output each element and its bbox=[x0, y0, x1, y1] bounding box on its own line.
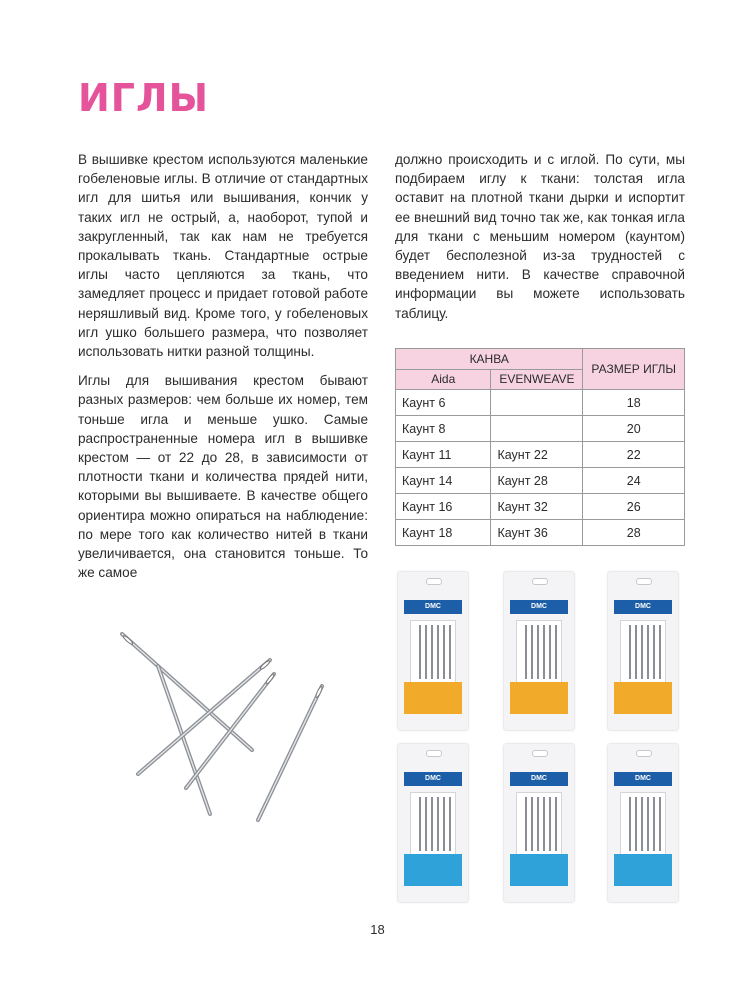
cell-needle-size: 28 bbox=[583, 520, 685, 546]
brand-logo: DMC bbox=[531, 603, 547, 610]
cell-aida: Каунт 14 bbox=[396, 468, 491, 494]
tapestry-needles-image bbox=[110, 620, 340, 830]
header-needle-size: РАЗМЕР ИГЛЫ bbox=[583, 349, 685, 390]
table-row bbox=[396, 416, 685, 442]
paragraph: Иглы для вышивания крестом бывают разных размеров: чем больше их номер, тем тоньше игла и меньше ушко. Самые распространенные номера игл в вышивке крестом — от 22 до 28, в зависимости от плотности ткани и количества прядей нити, которыми вы вышиваете. В качестве общего ориентира можно опираться на наблюдение: по мере того как количество нитей в ткани увеличивается, она становится тоньше. То же самое bbox=[78, 373, 368, 581]
needle-packs-image bbox=[398, 572, 688, 912]
brand-logo: DMC bbox=[635, 603, 651, 610]
needle-window bbox=[516, 792, 562, 856]
hang-hole bbox=[636, 750, 652, 757]
table-row bbox=[396, 390, 685, 416]
header-aida: Aida bbox=[396, 369, 491, 390]
needle-window bbox=[516, 620, 562, 684]
right-text-column bbox=[395, 150, 685, 333]
cell-needle-size: 18 bbox=[583, 390, 685, 416]
paragraph: должно происходить и с иглой. По сути, мы подбираем иглу к ткани: толстая игла оставит на плотной ткани дырки и испортит ее внешний вид точно так же, как тонкая игла для ткани с меньшим номером (каунтом) будет бесполезной из-за трудностей с введением нити. В качестве справочной информации вы можете использовать таблицу. bbox=[395, 152, 685, 321]
pack-label-band bbox=[614, 682, 672, 714]
needle-pack bbox=[504, 744, 574, 902]
brand-logo: DMC bbox=[425, 603, 441, 610]
pack-label-band bbox=[404, 854, 462, 886]
table-row bbox=[396, 520, 685, 546]
cell-evenweave bbox=[491, 390, 583, 416]
needle-pack bbox=[504, 572, 574, 730]
brand-logo: DMC bbox=[425, 775, 441, 782]
header-canvas: КАНВА bbox=[396, 349, 583, 370]
cell-needle-size: 20 bbox=[583, 416, 685, 442]
hang-hole bbox=[426, 578, 442, 585]
brand-logo: DMC bbox=[635, 775, 651, 782]
needle-size-table bbox=[395, 348, 685, 546]
cell-needle-size: 24 bbox=[583, 468, 685, 494]
cell-aida: Каунт 18 bbox=[396, 520, 491, 546]
cell-needle-size: 22 bbox=[583, 442, 685, 468]
needle-pack bbox=[398, 744, 468, 902]
hang-hole bbox=[532, 578, 548, 585]
table-body bbox=[396, 390, 685, 546]
page-number: 18 bbox=[370, 922, 385, 937]
cell-aida: Каунт 8 bbox=[396, 416, 491, 442]
needle-pack bbox=[608, 744, 678, 902]
pack-label-band bbox=[510, 854, 568, 886]
cell-evenweave bbox=[491, 416, 583, 442]
header-evenweave: EVENWEAVE bbox=[491, 369, 583, 390]
cell-evenweave: Каунт 36 bbox=[491, 520, 583, 546]
cell-aida: Каунт 11 bbox=[396, 442, 491, 468]
pack-label-band bbox=[404, 682, 462, 714]
cell-evenweave: Каунт 32 bbox=[491, 494, 583, 520]
hang-hole bbox=[636, 578, 652, 585]
hang-hole bbox=[532, 750, 548, 757]
needle bbox=[186, 673, 275, 788]
cell-aida: Каунт 16 bbox=[396, 494, 491, 520]
brand-logo: DMC bbox=[531, 775, 547, 782]
needle-pack bbox=[608, 572, 678, 730]
needle-window bbox=[410, 620, 456, 684]
hang-hole bbox=[426, 750, 442, 757]
cell-aida: Каунт 6 bbox=[396, 390, 491, 416]
left-text-column bbox=[78, 150, 368, 592]
cell-evenweave: Каунт 28 bbox=[491, 468, 583, 494]
page-title: ИГЛЫ bbox=[78, 76, 209, 120]
cell-evenweave: Каунт 22 bbox=[491, 442, 583, 468]
needle-window bbox=[410, 792, 456, 856]
paragraph: В вышивке крестом используются маленькие гобеленовые иглы. В отличие от стандартных игл для шитья или вышивания, кончик у таких игл не острый, а, наоборот, тупой и закругленный, так как нам не требуется прокалывать ткань. Стандартные острые иглы часто цепляются за ткань, что замедляет процесс и придает готовой работе неряшливый вид. Кроме того, у гобеленовых игл ушко большего размера, что позволяет использовать нитки разной толщины. bbox=[78, 152, 368, 360]
needle-pack bbox=[398, 572, 468, 730]
needle-window bbox=[620, 620, 666, 684]
table-row bbox=[396, 468, 685, 494]
needle bbox=[138, 660, 271, 774]
pack-label-band bbox=[510, 682, 568, 714]
needle-window bbox=[620, 792, 666, 856]
cell-needle-size: 26 bbox=[583, 494, 685, 520]
needle bbox=[258, 686, 323, 820]
pack-label-band bbox=[614, 854, 672, 886]
table-row bbox=[396, 442, 685, 468]
table-row bbox=[396, 494, 685, 520]
